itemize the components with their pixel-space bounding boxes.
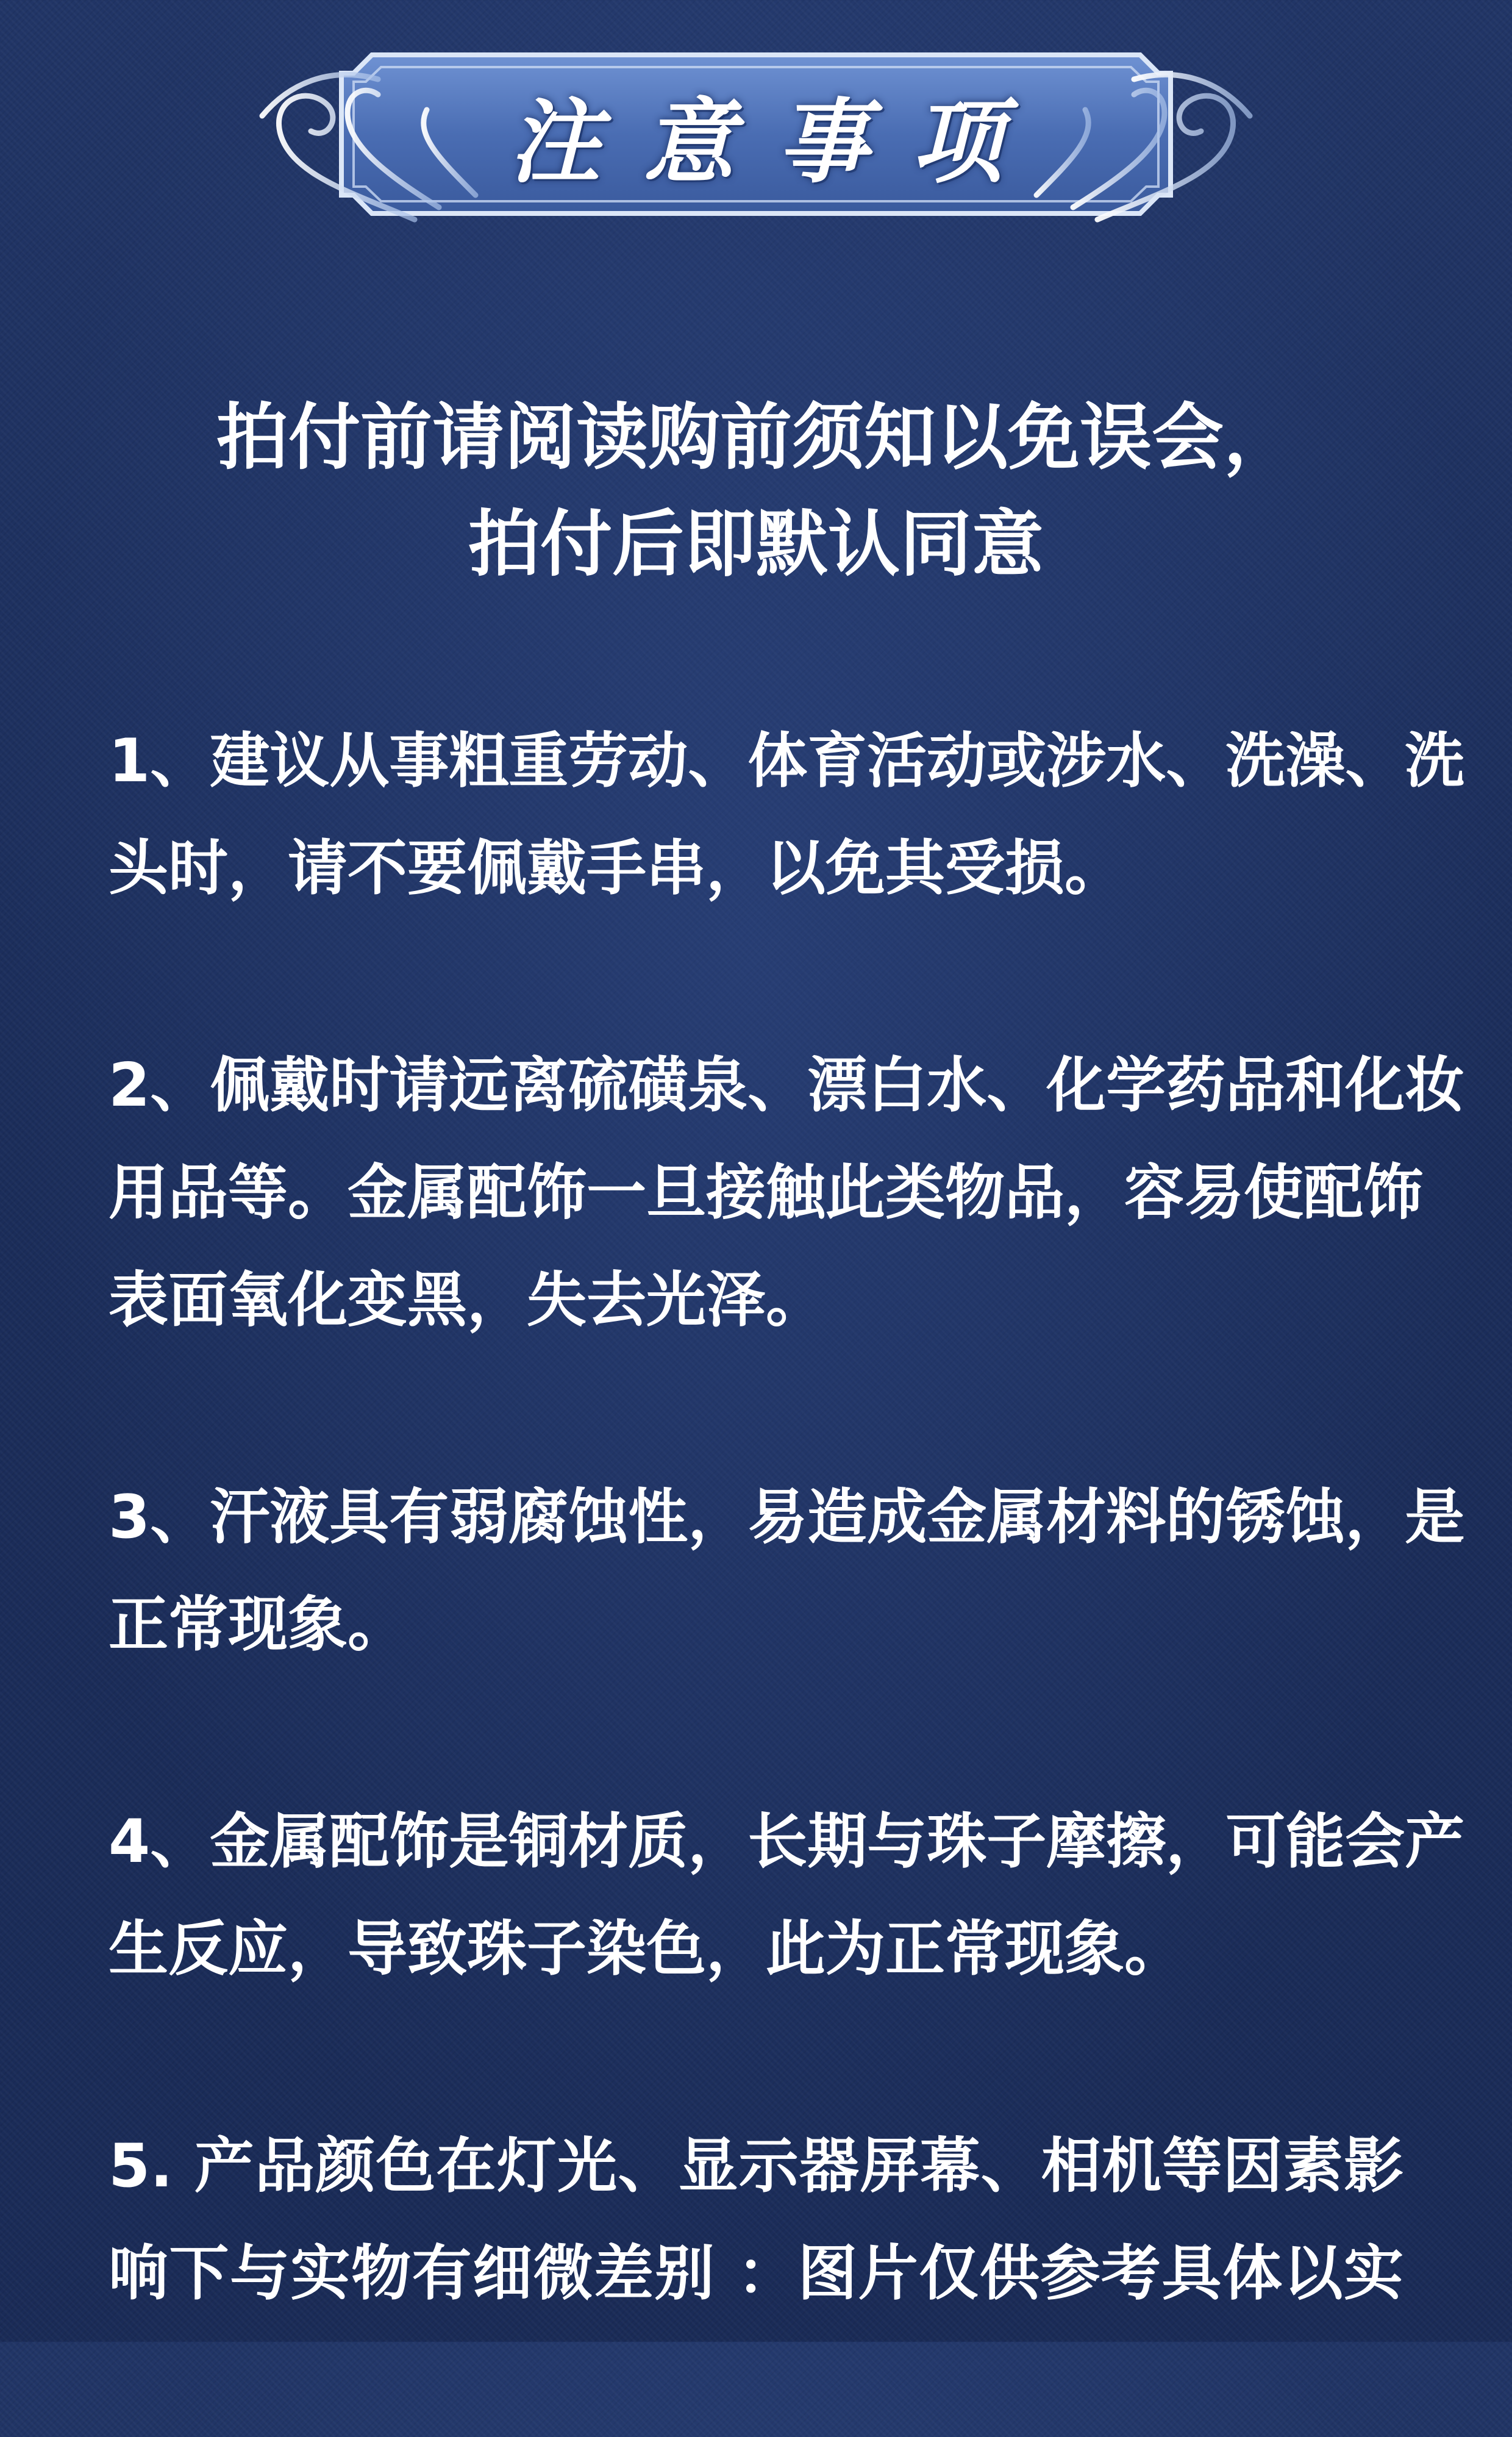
note-item-5 (109, 2113, 1403, 2327)
title-banner (256, 43, 1256, 226)
note-line: 响下与实物有细微差别 ：图片仅供参考具体以实 (109, 2239, 1403, 2308)
purchase-notice-line: 拍付后即默认同意 (468, 502, 1044, 586)
note-item-4 (109, 1788, 1465, 2003)
note-line: 头时，请不要佩戴手串，以免其受损。 (109, 834, 1125, 903)
note-line: 用品等。金属配饰一旦接触此类物品，容易使配饰 (109, 1158, 1424, 1228)
note-line: 4、金属配饰是铜材质，长期与珠子摩擦，可能会产 (109, 1807, 1465, 1877)
note-line: 3、汗液具有弱腐蚀性，易造成金属材料的锈蚀，是 (109, 1483, 1465, 1552)
note-item-2 (109, 1032, 1465, 1354)
notes-list (109, 707, 1465, 2437)
note-line: 1、建议从事粗重劳动、体育活动或涉水、洗澡、洗 (109, 726, 1465, 796)
note-item-3 (109, 1464, 1465, 1678)
note-line: 表面氧化变黑，失去光泽。 (109, 1265, 826, 1335)
purchase-notice (85, 384, 1427, 598)
note-line: 2、佩戴时请远离硫磺泉、漂白水、化学药品和化妆 (109, 1051, 1465, 1120)
note-line: 5. 产品颜色在灯光、显示器屏幕、相机等因素影 (109, 2131, 1403, 2201)
purchase-notice-line: 拍付前请阅读购前须知以免误会， (216, 395, 1296, 479)
note-line: 正常现象。 (109, 1590, 408, 1659)
banner-title: 注意事项 (508, 88, 1046, 196)
note-line: 生反应，导致珠子染色，此为正常现象。 (109, 1914, 1185, 1984)
note-item-1 (109, 707, 1465, 922)
